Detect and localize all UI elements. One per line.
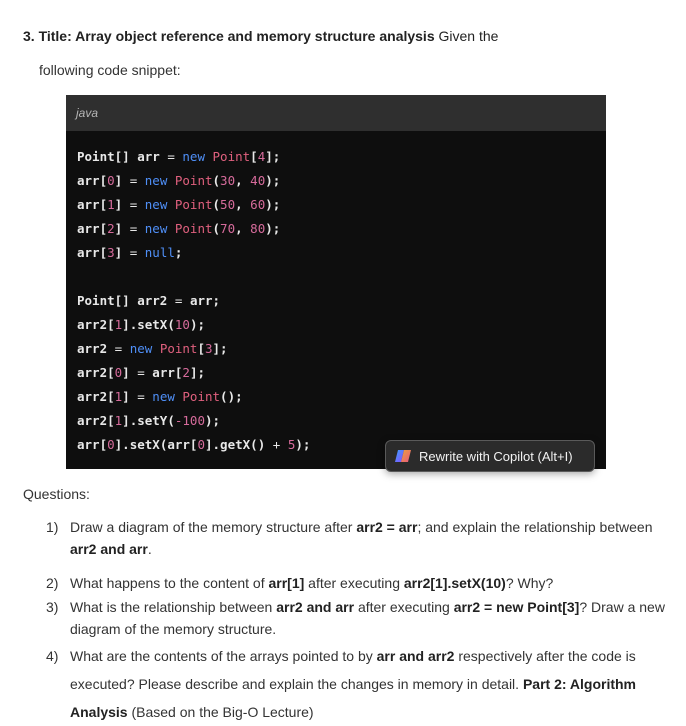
question-number: 1)	[46, 519, 59, 535]
code-line: arr2[1].setY(-100);	[77, 413, 221, 428]
heading-rest: Given the	[434, 28, 499, 44]
question-text: What happens to the content of	[70, 575, 269, 591]
question-text: after executing	[304, 575, 404, 591]
code-block	[66, 95, 606, 469]
question-emphasis: arr2 = new Point[3]	[453, 599, 580, 615]
code-line: Point[] arr2 = arr;	[77, 293, 221, 308]
code-line: arr[0] = new Point(30, 40);	[77, 173, 281, 188]
question-number: 3)	[46, 599, 59, 615]
question-item	[46, 642, 666, 726]
question-emphasis: arr2[1].setX(10)	[403, 575, 506, 591]
question-emphasis: arr2 and arr	[276, 599, 355, 615]
code-line: arr2[1].setX(10);	[77, 317, 205, 332]
copilot-icon	[394, 447, 412, 465]
questions-list	[46, 516, 666, 726]
code-line: arr2 = new Point[3];	[77, 341, 228, 356]
question-text: (Based on the Big-O Lecture)	[127, 704, 314, 720]
questions-label: Questions:	[23, 486, 90, 502]
question-emphasis: arr and arr2	[376, 648, 455, 664]
question-emphasis: arr2 and arr	[70, 541, 148, 557]
code-line: arr[1] = new Point(50, 60);	[77, 197, 281, 212]
question-text: Draw a diagram of the memory structure after	[70, 519, 357, 535]
question-text: .	[147, 541, 152, 557]
question-item	[46, 596, 666, 640]
copilot-button-label: Rewrite with Copilot (Alt+I)	[419, 448, 573, 464]
heading-bold: 3. Title: Array object reference and memory structure analysis	[23, 28, 435, 44]
heading-continuation: following code snippet:	[39, 62, 181, 78]
code-line: arr[2] = new Point(70, 80);	[77, 221, 281, 236]
question-text: What is the relationship between	[70, 599, 277, 615]
code-language-label: java	[66, 95, 606, 131]
question-text: after executing	[354, 599, 454, 615]
question-text: What are the contents of the arrays pointed to by	[70, 648, 377, 664]
question-item	[46, 572, 666, 594]
question-text: ? Why?	[505, 575, 554, 591]
code-line: arr[0].setX(arr[0].getX() + 5);	[77, 437, 311, 452]
code-line: Point[] arr = new Point[4];	[77, 149, 281, 164]
question-text: respectively after the code is executed? Please describe and explain the changes in memory in detail.	[70, 648, 636, 692]
code-line: arr2[0] = arr[2];	[77, 365, 205, 380]
question-text: ; and explain the relationship between	[417, 519, 653, 535]
question-emphasis: arr[1]	[268, 575, 305, 591]
code-line: arr2[1] = new Point();	[77, 389, 243, 404]
question-number: 2)	[46, 575, 59, 591]
rewrite-with-copilot-button[interactable]	[385, 440, 595, 472]
code-body	[66, 131, 606, 457]
question-text: ? Draw a new diagram of the memory structure.	[70, 599, 665, 637]
code-line	[77, 265, 606, 289]
question-emphasis: Part 2: Algorithm Analysis	[70, 676, 636, 720]
question-heading	[23, 28, 498, 44]
question-item	[46, 516, 666, 560]
question-emphasis: arr2 = arr	[356, 519, 418, 535]
question-number: 4)	[46, 648, 59, 664]
code-line: arr[3] = null;	[77, 245, 183, 260]
